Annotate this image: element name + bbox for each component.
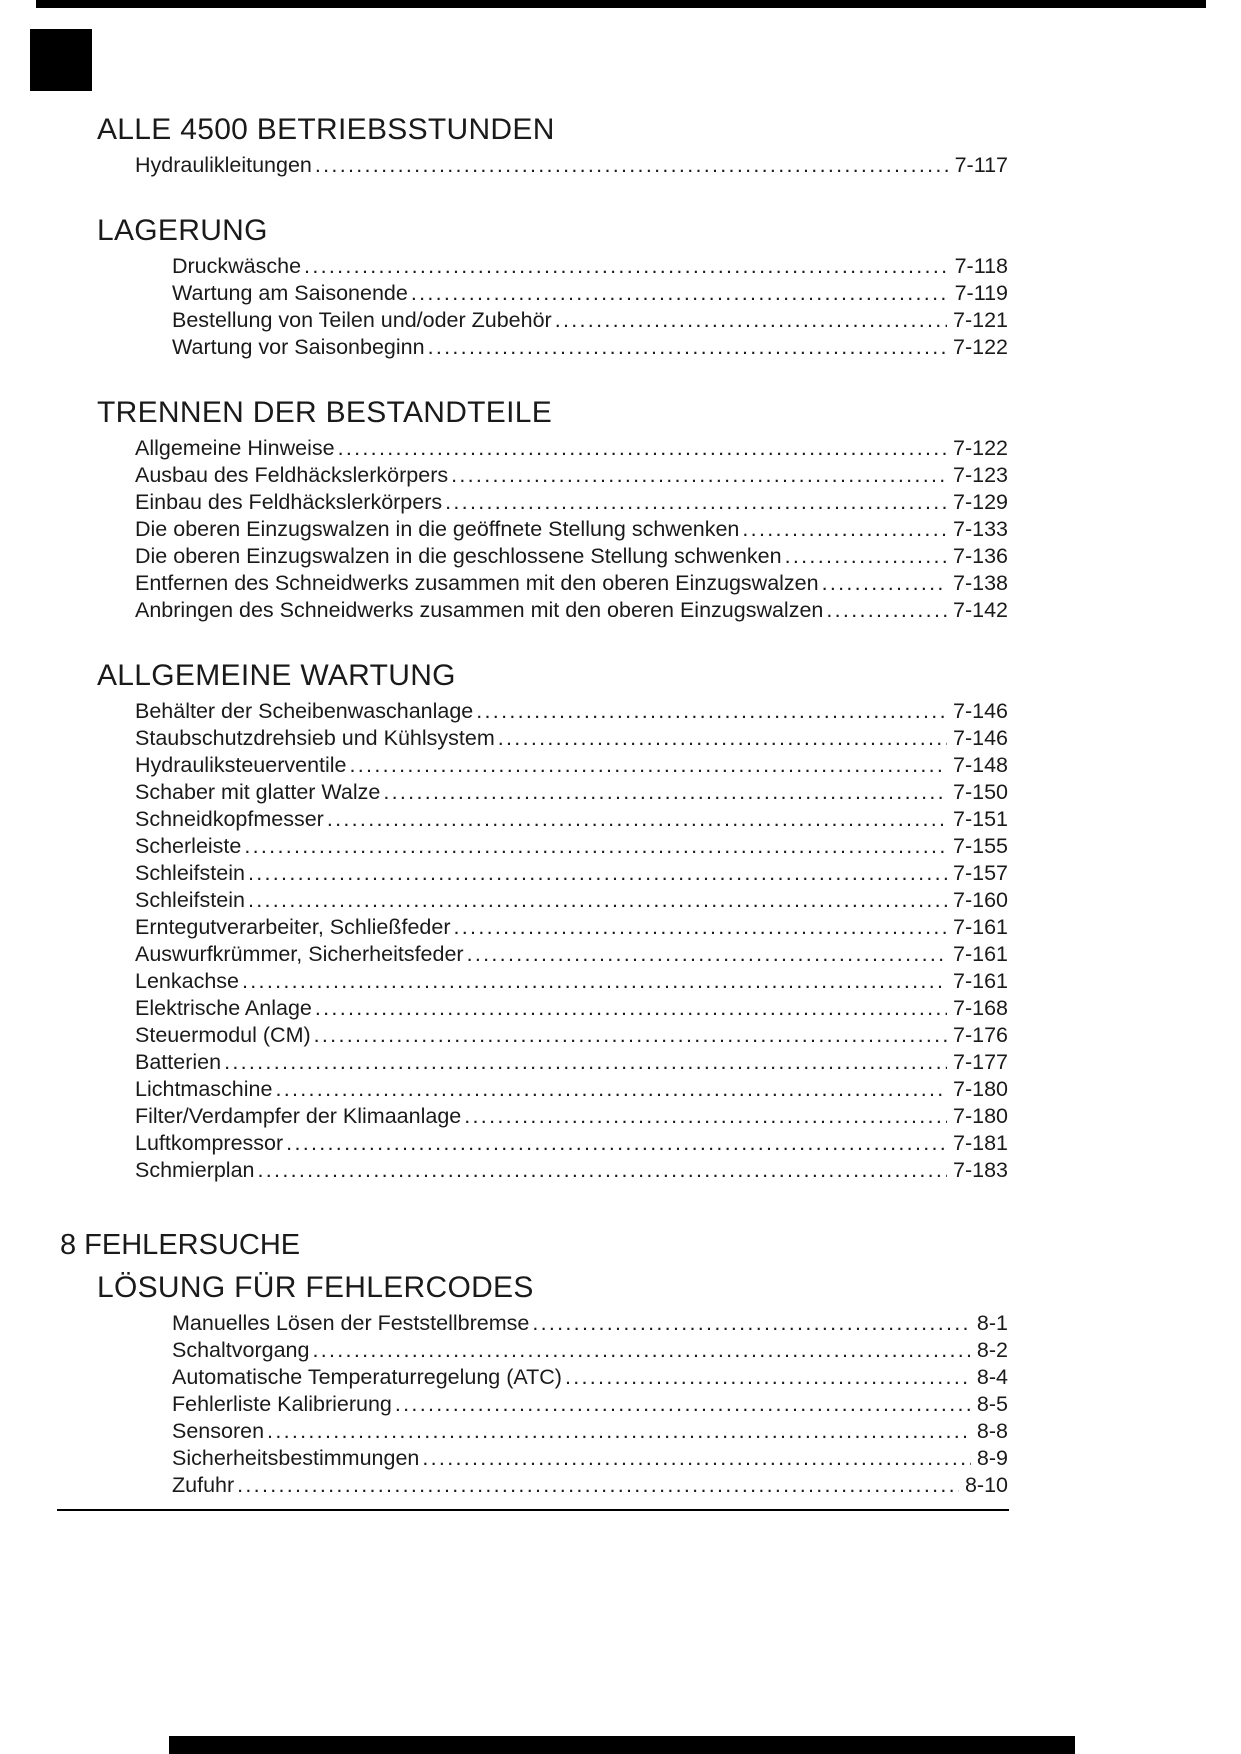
toc-entry-page: 7-161 <box>953 942 1008 966</box>
toc-entry-page: 7-136 <box>953 544 1008 568</box>
toc-entry-page: 7-142 <box>953 598 1008 622</box>
toc-entry <box>172 334 1008 361</box>
toc-entry-title: Druckwäsche <box>172 254 302 278</box>
dot-leader <box>422 1445 971 1472</box>
toc-entry-title: Schneidkopfmesser <box>135 807 324 831</box>
toc-entry <box>135 1103 1008 1130</box>
toc-entry <box>172 307 1008 334</box>
toc-entry-page: 7-148 <box>953 753 1008 777</box>
dot-leader <box>350 752 947 779</box>
toc-chapter-block <box>60 1228 1008 1262</box>
toc-entry-title: Die oberen Einzugswalzen in die geschlossene Stellung schwenken <box>135 544 782 568</box>
toc-entry <box>172 1310 1008 1337</box>
toc-entry-title: Fehlerliste Kalibrierung <box>172 1392 392 1416</box>
toc-entry-page: 8-2 <box>976 1338 1008 1362</box>
toc-section-block <box>60 213 1008 361</box>
toc-entry-title: Batterien <box>135 1050 222 1074</box>
toc-entry-page: 7-176 <box>953 1023 1008 1047</box>
toc-entry-page: 8-5 <box>976 1392 1008 1416</box>
dot-leader <box>467 941 947 968</box>
toc-entry <box>135 833 1008 860</box>
dot-leader <box>304 253 949 280</box>
toc-entry <box>135 725 1008 752</box>
toc-entry-page: 7-121 <box>953 308 1008 332</box>
dot-leader <box>242 968 947 995</box>
scan-artifact-corner-mark <box>30 29 92 91</box>
dot-leader <box>454 914 948 941</box>
dot-leader <box>286 1130 947 1157</box>
toc-entry <box>135 1130 1008 1157</box>
toc-entry <box>135 995 1008 1022</box>
toc-section-block <box>60 112 1008 179</box>
dot-leader <box>742 516 947 543</box>
toc-entry <box>135 860 1008 887</box>
toc-entry <box>172 1391 1008 1418</box>
toc-section-block <box>60 1270 1008 1499</box>
toc-entry-title: Hydrauliksteuerventile <box>135 753 347 777</box>
toc-section-block <box>60 395 1008 624</box>
toc-entry-page: 7-118 <box>954 254 1008 278</box>
toc-entry-title: Behälter der Scheibenwaschanlage <box>135 699 474 723</box>
toc-entry-title: Scherleiste <box>135 834 242 858</box>
toc-entry-page: 7-122 <box>953 335 1008 359</box>
toc-entry <box>135 779 1008 806</box>
toc-entry <box>135 887 1008 914</box>
toc-entry-title: Schleifstein <box>135 861 245 885</box>
chapter-heading: 8 FEHLERSUCHE <box>60 1229 301 1261</box>
dot-leader <box>248 860 947 887</box>
toc-entry <box>135 1157 1008 1184</box>
dot-leader <box>383 779 947 806</box>
toc-entry-title: Luftkompressor <box>135 1131 284 1155</box>
toc-entry-page: 7-122 <box>953 436 1008 460</box>
toc-entry-page: 7-133 <box>953 517 1008 541</box>
toc-entry-title: Wartung am Saisonende <box>172 281 408 305</box>
toc-entry-page: 7-146 <box>953 726 1008 750</box>
dot-leader <box>248 887 947 914</box>
section-heading: ALLE 4500 BETRIEBSSTUNDEN <box>97 113 555 146</box>
toc-entry-title: Die oberen Einzugswalzen in die geöffnete Stellung schwenken <box>135 517 740 541</box>
toc-entry-title: Schmierplan <box>135 1158 255 1182</box>
dot-leader <box>532 1310 971 1337</box>
toc-entry <box>172 253 1008 280</box>
toc-entry <box>172 1445 1008 1472</box>
toc-entry <box>135 1049 1008 1076</box>
toc-entry <box>135 489 1008 516</box>
toc-entry-page: 7-123 <box>953 463 1008 487</box>
toc-entry-page: 7-180 <box>953 1104 1008 1128</box>
toc-entry-title: Lichtmaschine <box>135 1077 273 1101</box>
toc-entry-page: 8-8 <box>976 1419 1008 1443</box>
dot-leader <box>312 1337 970 1364</box>
toc-entry-page: 7-119 <box>954 281 1008 305</box>
scan-artifact-bottom-bar <box>169 1736 1075 1754</box>
toc-entry <box>135 806 1008 833</box>
toc-entry-page: 7-117 <box>954 153 1008 177</box>
dot-leader <box>315 995 947 1022</box>
dot-leader <box>476 698 947 725</box>
dot-leader <box>267 1418 971 1445</box>
dot-leader <box>237 1472 959 1499</box>
toc-entry-page: 7-146 <box>953 699 1008 723</box>
table-of-contents <box>60 112 1008 1499</box>
footer-rule <box>57 1509 1009 1511</box>
toc-entry <box>172 1337 1008 1364</box>
toc-entry-page: 7-181 <box>953 1131 1008 1155</box>
toc-entry-page: 7-155 <box>953 834 1008 858</box>
dot-leader <box>498 725 947 752</box>
toc-entry-title: Steuermodul (CM) <box>135 1023 311 1047</box>
toc-entry <box>135 1022 1008 1049</box>
toc-entry-page: 8-4 <box>976 1365 1008 1389</box>
toc-entry-title: Bestellung von Teilen und/oder Zubehör <box>172 308 552 332</box>
toc-entry-title: Sensoren <box>172 1419 265 1443</box>
toc-entry-title: Schaber mit glatter Walze <box>135 780 381 804</box>
toc-entry-page: 7-129 <box>953 490 1008 514</box>
toc-entry <box>135 462 1008 489</box>
toc-entry-page: 7-150 <box>953 780 1008 804</box>
dot-leader <box>565 1364 971 1391</box>
toc-entry-page: 7-168 <box>953 996 1008 1020</box>
toc-entry-title: Sicherheitsbestimmungen <box>172 1446 420 1470</box>
toc-entry <box>135 516 1008 543</box>
section-heading: TRENNEN DER BESTANDTEILE <box>97 396 553 429</box>
toc-entry-title: Entfernen des Schneidwerks zusammen mit den oberen Einzugswalzen <box>135 571 819 595</box>
toc-entry <box>135 698 1008 725</box>
toc-entry <box>172 1364 1008 1391</box>
dot-leader <box>327 806 947 833</box>
dot-leader <box>338 435 947 462</box>
toc-entry-title: Zufuhr <box>172 1473 235 1497</box>
toc-entry <box>172 1472 1008 1499</box>
toc-entry-title: Anbringen des Schneidwerks zusammen mit den oberen Einzugswalzen <box>135 598 824 622</box>
toc-entry-title: Lenkachse <box>135 969 239 993</box>
toc-entry-page: 8-10 <box>964 1473 1008 1497</box>
toc-entry-page: 7-177 <box>953 1050 1008 1074</box>
toc-entry-page: 7-161 <box>953 969 1008 993</box>
dot-leader <box>315 152 949 179</box>
toc-entry-page: 7-161 <box>953 915 1008 939</box>
section-heading: ALLGEMEINE WARTUNG <box>97 659 456 692</box>
toc-entry-page: 7-160 <box>953 888 1008 912</box>
dot-leader <box>314 1022 947 1049</box>
toc-entry <box>135 914 1008 941</box>
toc-entry <box>172 1418 1008 1445</box>
toc-entry-page: 8-9 <box>976 1446 1008 1470</box>
toc-entry <box>135 152 1008 179</box>
toc-entry-title: Erntegutverarbeiter, Schließfeder <box>135 915 451 939</box>
toc-entry-title: Filter/Verdampfer der Klimaanlage <box>135 1104 462 1128</box>
toc-entry-title: Staubschutzdrehsieb und Kühlsystem <box>135 726 495 750</box>
toc-entry-title: Schleifstein <box>135 888 245 912</box>
dot-leader <box>275 1076 947 1103</box>
dot-leader <box>822 570 947 597</box>
toc-entry <box>135 752 1008 779</box>
dot-leader <box>451 462 947 489</box>
toc-entry-page: 7-138 <box>953 571 1008 595</box>
toc-entry-title: Elektrische Anlage <box>135 996 312 1020</box>
toc-entry-title: Auswurfkrümmer, Sicherheitsfeder <box>135 942 464 966</box>
dot-leader <box>428 334 947 361</box>
toc-entry <box>135 941 1008 968</box>
dot-leader <box>411 280 949 307</box>
dot-leader <box>395 1391 971 1418</box>
toc-entry-page: 7-183 <box>953 1158 1008 1182</box>
toc-entry-page: 7-157 <box>953 861 1008 885</box>
toc-entry <box>135 1076 1008 1103</box>
toc-section-block <box>60 658 1008 1184</box>
dot-leader <box>785 543 947 570</box>
toc-entry-title: Schaltvorgang <box>172 1338 310 1362</box>
dot-leader <box>445 489 947 516</box>
toc-entry <box>135 968 1008 995</box>
section-heading: LAGERUNG <box>97 214 268 247</box>
dot-leader <box>464 1103 947 1130</box>
toc-entry <box>135 597 1008 624</box>
dot-leader <box>826 597 947 624</box>
toc-entry <box>172 280 1008 307</box>
toc-entry-title: Manuelles Lösen der Feststellbremse <box>172 1311 530 1335</box>
toc-entry-page: 7-180 <box>953 1077 1008 1101</box>
toc-entry-title: Wartung vor Saisonbeginn <box>172 335 425 359</box>
toc-entry <box>135 570 1008 597</box>
dot-leader <box>224 1049 947 1076</box>
dot-leader <box>555 307 947 334</box>
toc-entry-page: 8-1 <box>976 1311 1008 1335</box>
toc-entry <box>135 435 1008 462</box>
toc-entry-page: 7-151 <box>953 807 1008 831</box>
toc-entry-title: Hydraulikleitungen <box>135 153 312 177</box>
toc-entry-title: Einbau des Feldhäckslerkörpers <box>135 490 443 514</box>
toc-entry-title: Automatische Temperaturregelung (ATC) <box>172 1365 562 1389</box>
section-heading: LÖSUNG FÜR FEHLERCODES <box>97 1271 534 1304</box>
toc-entry <box>135 543 1008 570</box>
toc-entry-title: Ausbau des Feldhäckslerkörpers <box>135 463 449 487</box>
toc-entry-title: Allgemeine Hinweise <box>135 436 335 460</box>
dot-leader <box>244 833 947 860</box>
scan-artifact-top-bar <box>36 0 1206 8</box>
dot-leader <box>258 1157 948 1184</box>
